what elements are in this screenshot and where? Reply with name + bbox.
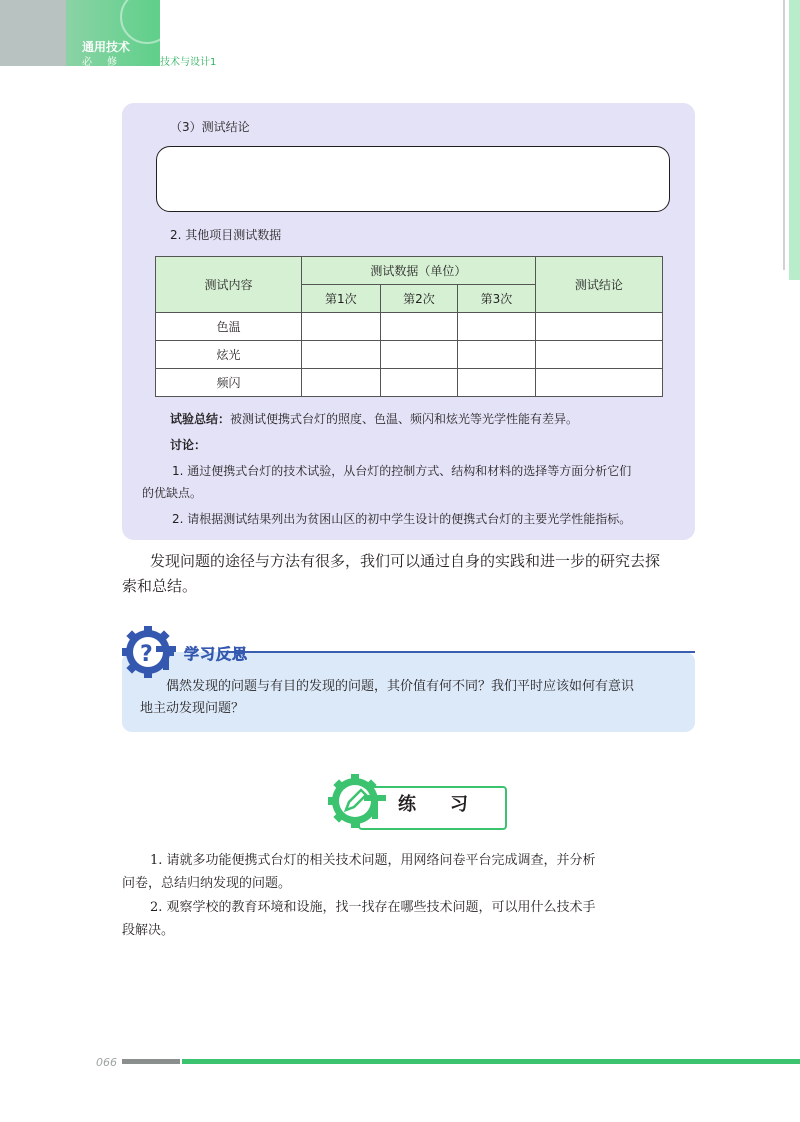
exercise-item-1-cont: 问卷，总结归纳发现的问题。: [122, 876, 292, 891]
exercise-item-2: 2. 观察学校的教育环境和设施，找一找存在哪些技术问题，可以用什么技术手: [150, 900, 596, 915]
reflection-rule: [226, 651, 695, 653]
col-header-trial-3: 第3次: [458, 285, 536, 313]
reflection-title: 学习反思: [184, 645, 249, 663]
col-header-conclusion: 测试结论: [535, 257, 662, 313]
col-header-trial-2: 第2次: [380, 285, 458, 313]
footer-bar-green: [182, 1059, 800, 1064]
table-cell[interactable]: [535, 369, 662, 397]
col-header-content: 测试内容: [156, 257, 302, 313]
conclusion-heading: （3）测试结论: [170, 120, 250, 134]
table-cell[interactable]: [380, 369, 458, 397]
other-data-heading: 2. 其他项目测试数据: [170, 228, 282, 242]
table-cell[interactable]: [535, 313, 662, 341]
table-row: [156, 369, 663, 397]
table-row: [156, 313, 663, 341]
pencil-gear-icon: [326, 772, 388, 830]
summary-label: 试验总结：: [170, 412, 231, 426]
series-subtitle: 必 修: [82, 57, 124, 68]
header-gray-block: [0, 0, 66, 66]
summary-text: 被测试便携式台灯的照度、色温、频闪和炫光等光学性能有差异。: [230, 412, 579, 426]
exercise-item-2-cont: 段解决。: [122, 923, 175, 938]
discussion-item-1: 1. 通过便携式台灯的技术试验，从台灯的控制方式、结构和材料的选择等方面分析它们: [172, 464, 632, 478]
reflection-line-2: 地主动发现问题？: [140, 701, 245, 716]
table-cell[interactable]: [302, 341, 381, 369]
col-header-trial-1: 第1次: [302, 285, 381, 313]
discussion-label: 讨论：: [170, 438, 207, 452]
table-cell[interactable]: [458, 341, 536, 369]
reflection-line-1: 偶然发现的问题与有目的发现的问题，其价值有何不同？我们平时应该如何有意识: [166, 679, 635, 694]
margin-line: [783, 0, 785, 270]
discussion-item-1-cont: 的优缺点。: [142, 486, 203, 500]
test-data-table: [155, 256, 663, 397]
book-title: 技术与设计1: [160, 57, 217, 68]
conclusion-answer-box[interactable]: [156, 146, 670, 212]
paragraph-line-1: 发现问题的途径与方法有很多，我们可以通过自身的实践和进一步的研究去探: [150, 552, 661, 570]
table-row: [156, 341, 663, 369]
table-cell[interactable]: [302, 313, 381, 341]
exercise-item-1: 1. 请就多功能便携式台灯的相关技术问题，用网络问卷平台完成调查，并分析: [150, 853, 596, 868]
page-number: 066: [96, 1056, 117, 1069]
footer-bar-gray: [122, 1059, 180, 1064]
paragraph-line-2: 索和总结。: [122, 577, 198, 595]
table-cell[interactable]: [458, 313, 536, 341]
row-label: 炫光: [156, 341, 302, 369]
row-label: 频闪: [156, 369, 302, 397]
exercise-title: 练习: [398, 794, 502, 815]
col-header-data: 测试数据（单位）: [302, 257, 536, 285]
discussion-item-2: 2. 请根据测试结果列出为贫困山区的初中学生设计的便携式台灯的主要光学性能指标。: [172, 512, 632, 526]
table-cell[interactable]: [380, 341, 458, 369]
table-cell[interactable]: [458, 369, 536, 397]
question-gear-icon: [120, 624, 180, 680]
chapter-tab: [789, 0, 800, 280]
table-cell[interactable]: [380, 313, 458, 341]
svg-text:?: ?: [140, 642, 153, 667]
table-cell[interactable]: [302, 369, 381, 397]
summary: [170, 410, 578, 428]
table-cell[interactable]: [535, 341, 662, 369]
row-label: 色温: [156, 313, 302, 341]
series-title: 通用技术: [82, 40, 131, 54]
